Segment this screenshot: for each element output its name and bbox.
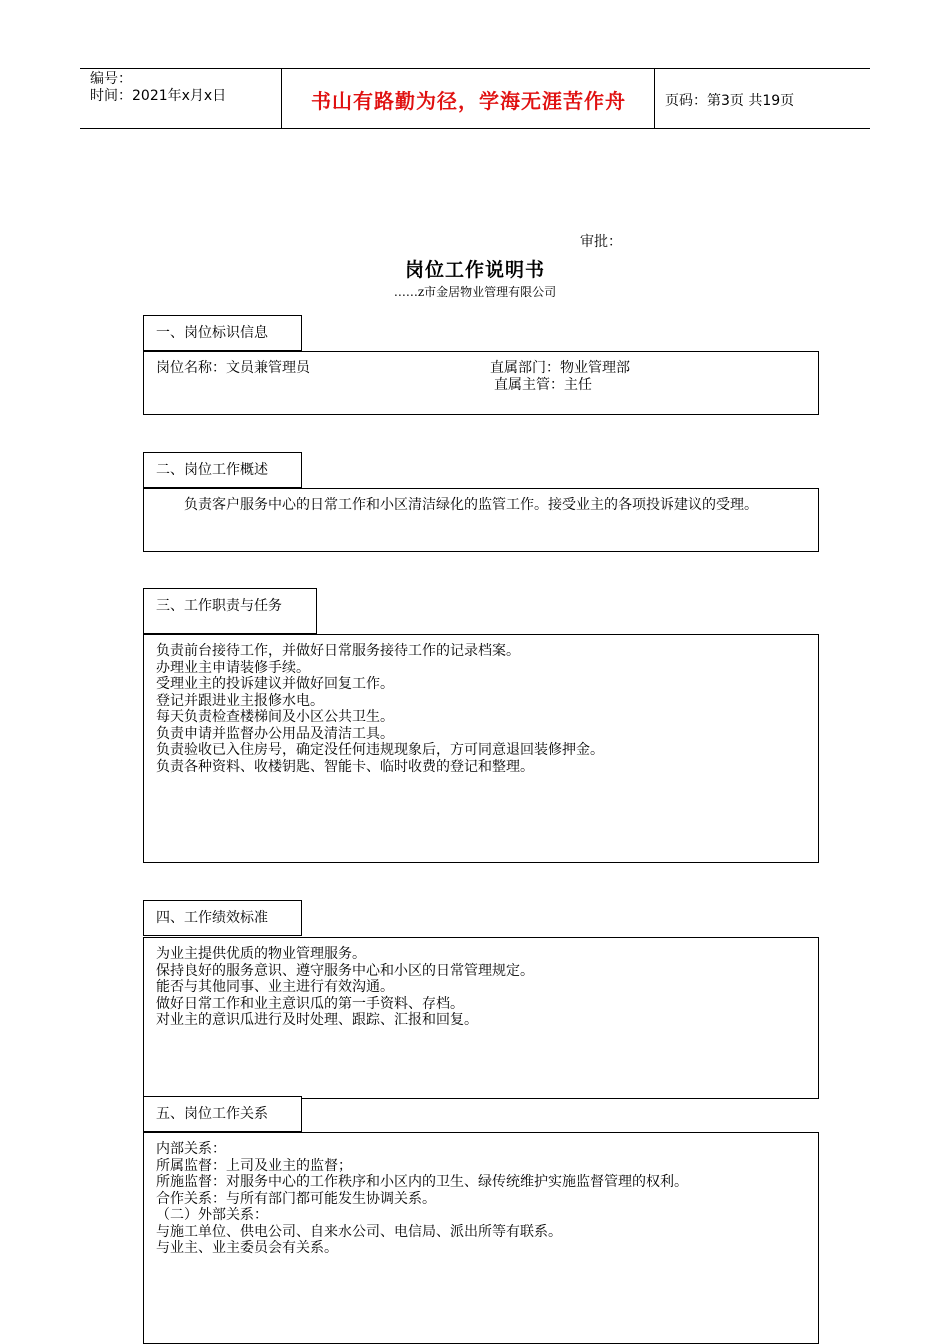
duty-item: 负责验收已入住房号，确定没任何违规现象后，方可同意退回装修押金。 xyxy=(156,742,604,758)
section-heading-relations: 五、岗位工作关系 xyxy=(143,1096,302,1132)
section-heading-performance: 四、工作绩效标准 xyxy=(143,900,302,936)
performance-item: 为业主提供优质的物业管理服务。 xyxy=(156,946,366,962)
duty-item: 每天负责检查楼梯间及小区公共卫生。 xyxy=(156,709,394,725)
duty-item: 负责前台接待工作，并做好日常服务接待工作的记录档案。 xyxy=(156,643,520,659)
page-info: 页码：第3页 共19页 xyxy=(665,93,795,109)
relation-item: 内部关系： xyxy=(156,1141,226,1157)
relation-item: 合作关系：与所有部门都可能发生协调关系。 xyxy=(156,1190,436,1207)
approval-label: 审批： xyxy=(580,234,622,250)
relation-item: 与施工单位、供电公司、自来水公司、电信局、派出所等有联系。 xyxy=(156,1223,562,1240)
relation-item: 与业主、业主委员会有关系。 xyxy=(156,1240,338,1256)
post-name: 岗位名称：文员兼管理员 xyxy=(156,360,310,376)
section-heading-duties: 三、工作职责与任务 xyxy=(143,588,317,634)
time-label: 时间：2021年x月x日 xyxy=(90,88,227,104)
performance-item: 保持良好的服务意识、遵守服务中心和小区的日常管理规定。 xyxy=(156,962,534,979)
performance-item: 能否与其他同事、业主进行有效沟通。 xyxy=(156,979,394,995)
section-box-duties xyxy=(143,634,819,863)
section-box-summary xyxy=(143,488,819,552)
header-motto: 书山有路勤为径，学海无涯苦作舟 xyxy=(311,89,626,113)
performance-item: 对业主的意识瓜进行及时处理、跟踪、汇报和回复。 xyxy=(156,1012,478,1028)
document-title: 岗位工作说明书 xyxy=(404,259,545,281)
summary-text: 负责客户服务中心的日常工作和小区清洁绿化的监管工作。接受业主的各项投诉建议的受理。 xyxy=(184,497,758,513)
relation-item: 所施监督：对服务中心的工作秩序和小区内的卫生、绿传统维护实施监督管理的权利。 xyxy=(156,1174,688,1190)
section-box-identification xyxy=(143,351,819,415)
section-heading-summary: 二、岗位工作概述 xyxy=(143,452,302,488)
relation-item: （二）外部关系： xyxy=(156,1207,268,1223)
duty-item: 登记并跟进业主报修水电。 xyxy=(156,692,324,709)
company-name: ……z市金居物业管理有限公司 xyxy=(393,285,557,299)
identification-row xyxy=(156,360,806,377)
duty-item: 负责申请并监督办公用品及清洁工具。 xyxy=(156,725,394,742)
duty-item: 受理业主的投诉建议并做好回复工作。 xyxy=(156,676,394,692)
section-heading-identification: 一、岗位标识信息 xyxy=(143,315,302,351)
department: 直属部门：物业管理部 xyxy=(490,360,630,376)
header-bottom-rule xyxy=(80,128,870,129)
header-meta xyxy=(90,71,226,105)
identification-row-2 xyxy=(156,377,806,394)
relation-item: 所属监督：上司及业主的监督； xyxy=(156,1157,352,1174)
supervisor: 直属主管：主任 xyxy=(494,377,592,393)
section-box-relations xyxy=(143,1132,819,1344)
section-box-performance xyxy=(143,937,819,1099)
duty-item: 负责各种资料、收楼钥匙、智能卡、临时收费的登记和整理。 xyxy=(156,758,534,775)
header-top-rule xyxy=(80,68,870,69)
performance-item: 做好日常工作和业主意识瓜的第一手资料、存档。 xyxy=(156,995,464,1012)
duty-item: 办理业主申请装修手续。 xyxy=(156,659,310,676)
serial-label: 编号： xyxy=(90,71,132,87)
